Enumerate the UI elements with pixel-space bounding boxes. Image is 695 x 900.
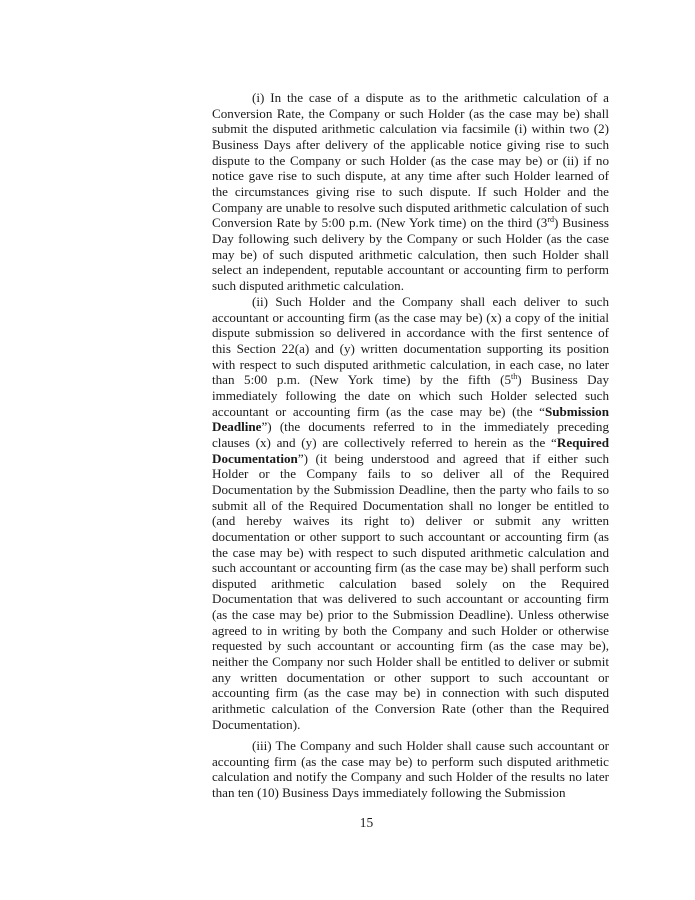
paragraph-i bbox=[212, 90, 609, 294]
paragraph-ii-part4: ”) (it being understood and agreed that if either such Holder or the Company fails to so deliver all of the Required Documentation by the Submission Deadline, then the party who fails to so submit all of the Required Documentation shall no longer be entitled to (and hereby waives its right to) deliver or submit any written documentation or other support to such accountant or accounting firm (as the case may be) with respect to such disputed arithmetic calculation and such accountant or accounting firm (as the case may be) shall perform such disputed arithmetic calculation based solely on the Required Documentation that was delivered to such accountant or accounting firm (as the case may be) prior to the Submission Deadline). Unless otherwise agreed to in writing by both the Company and such Holder or otherwise requested by such accountant or accounting firm (as the case may be), neither the Company nor such Holder shall be entitled to deliver or submit any written documentation or other support to such accountant or accounting firm (as the case may be) in connection with such disputed arithmetic calculation of the Conversion Rate (other than the Required Documentation). bbox=[212, 450, 609, 732]
paragraph-i-text: (i) In the case of a dispute as to the arithmetic calculation of a Conversion Rate, the Company or such Holder (as the case may be) shall submit the disputed arithmetic calculation via facsimile (i) within two (2) Business Days after delivery of the applicable notice giving rise to such dispute to the Company or such Holder (as the case may be) or (ii) if no notice gave rise to such dispute, at any time after such Holder learned of the circumstances giving rise to such dispute. If such Holder and the Company are unable to resolve such disputed arithmetic calculation of such Conversion Rate by 5:00 p.m. (New York time) on the third (3 bbox=[212, 90, 609, 231]
superscript-th: th bbox=[511, 372, 518, 382]
paragraph-ii-part3: ”) (the documents referred to in the immediately preceding clauses (x) and (y) are collectively referred to herein as the “ bbox=[212, 419, 609, 450]
paragraph-ii-part2: ) Business Day immediately following the date on which such Holder selected such accountant or accounting firm (as the case may be) (the “ bbox=[212, 372, 609, 419]
paragraph-ii bbox=[212, 294, 609, 732]
paragraph-iii bbox=[212, 738, 609, 801]
superscript-rd: rd bbox=[547, 215, 554, 225]
term-required-documentation: Required Documentation bbox=[212, 434, 609, 466]
page-number-text: 15 bbox=[359, 815, 374, 830]
paragraph-i-text-after: ) Business Day following such delivery by the Company or such Holder (as the case may be) of such disputed arithmetic calculation, then such Holder shall select an independent, reputable accountant or accounting firm to perform such disputed arithmetic calculation. bbox=[212, 215, 609, 293]
paragraph-iii-text: (iii) The Company and such Holder shall cause such accountant or accounting firm (as the case may be) to perform such disputed arithmetic calculation and notify the Company and such Holder of the results no later than ten (10) Business Days immediately following the Submission bbox=[212, 738, 609, 800]
page-number bbox=[0, 815, 695, 831]
paragraph-ii-part1: (ii) Such Holder and the Company shall each deliver to such accountant or accounting firm (as the case may be) (x) a copy of the initial dispute submission so delivered in accordance with the first sentence of this Section 22(a) and (y) written documentation supporting its position with respect to such disputed arithmetic calculation, in each case, no later than 5:00 p.m. (New York time) by the fifth (5 bbox=[212, 294, 609, 388]
term-submission-deadline: Submission Deadline bbox=[212, 403, 609, 435]
